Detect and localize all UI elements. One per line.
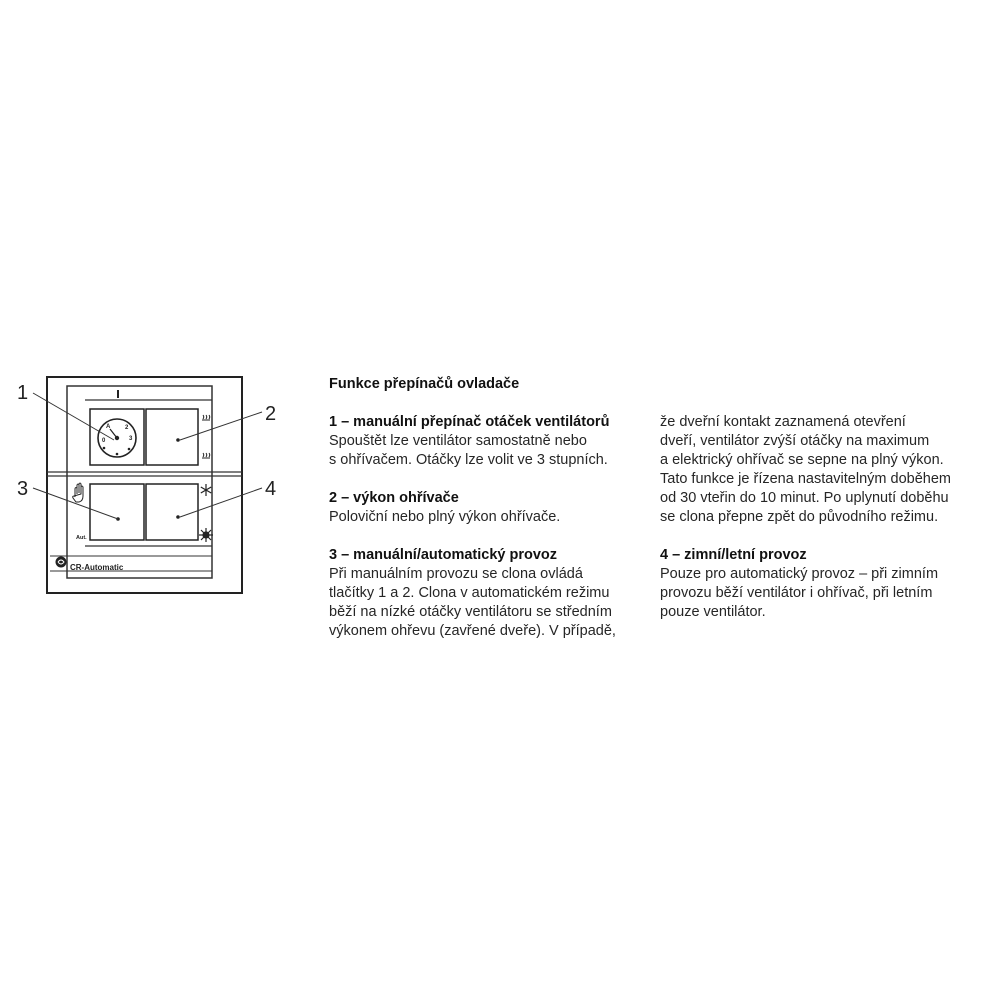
section-4-heading: 4 – zimní/letní provoz: [660, 547, 807, 563]
winter-summer-switch: [146, 484, 198, 540]
section-4-line-1: Pouze pro automatický provoz – při zimním: [660, 566, 939, 582]
section-3-line-3: běží na nízké otáčky ventilátoru se středním: [329, 604, 612, 620]
section-3-line-2: tlačítky 1 a 2. Clona v automatickém režimu: [329, 585, 610, 601]
aut-label: Aut.: [76, 535, 87, 541]
continuation-line-1: že dveřní kontakt zaznamená otevření: [660, 414, 906, 430]
callout-4: 4: [265, 478, 277, 500]
sun-icon: [199, 528, 213, 542]
logo-text: CR-Automatic: [70, 563, 124, 572]
callout-1: 1: [17, 382, 29, 404]
dial-mark-a: A: [106, 424, 111, 430]
section-1-line-1: Spouštět lze ventilátor samostatně nebo: [329, 433, 587, 449]
callout-2: 2: [265, 403, 277, 425]
controller-diagram: [0, 360, 300, 600]
section-2-heading: 2 – výkon ohřívače: [329, 490, 459, 506]
dial-mark-2: 2: [125, 425, 129, 431]
dial-mark-0: 0: [102, 438, 106, 444]
section-3-line-4: výkonem ohřevu (zavřené dveře). V případě,: [329, 623, 616, 639]
section-3-line-1: Při manuálním provozu se clona ovládá: [329, 566, 583, 582]
page-title: Funkce přepínačů ovladače: [329, 376, 520, 392]
callout-3: 3: [17, 478, 29, 500]
section-2-line-1: Poloviční nebo plný výkon ohřívače.: [329, 509, 561, 525]
continuation-line-4: Tato funkce je řízena nastavitelným doběhem: [660, 471, 951, 487]
section-1-heading: 1 – manuální přepínač otáček ventilátorů: [329, 414, 610, 430]
continuation-line-2: dveří, ventilátor zvýší otáčky na maximum: [660, 433, 930, 449]
section-3-heading: 3 – manuální/automatický provoz: [329, 547, 558, 563]
continuation-line-5: od 30 vteřin do 10 minut. Po uplynutí doběhu: [660, 490, 949, 506]
brand-logo-icon: [56, 557, 67, 568]
dial-mark-3: 3: [129, 436, 133, 442]
section-4-line-3: pouze ventilátor.: [660, 604, 766, 620]
section-4-line-2: provozu běží ventilátor i ohřívač, při letním: [660, 585, 933, 601]
continuation-line-3: a elektrický ohřívač se sepne na plný výkon.: [660, 452, 944, 468]
section-1-line-2: s ohřívačem. Otáčky lze volit ve 3 stupních.: [329, 452, 608, 468]
continuation-line-6: se clona přepne zpět do původního režimu.: [660, 509, 939, 525]
